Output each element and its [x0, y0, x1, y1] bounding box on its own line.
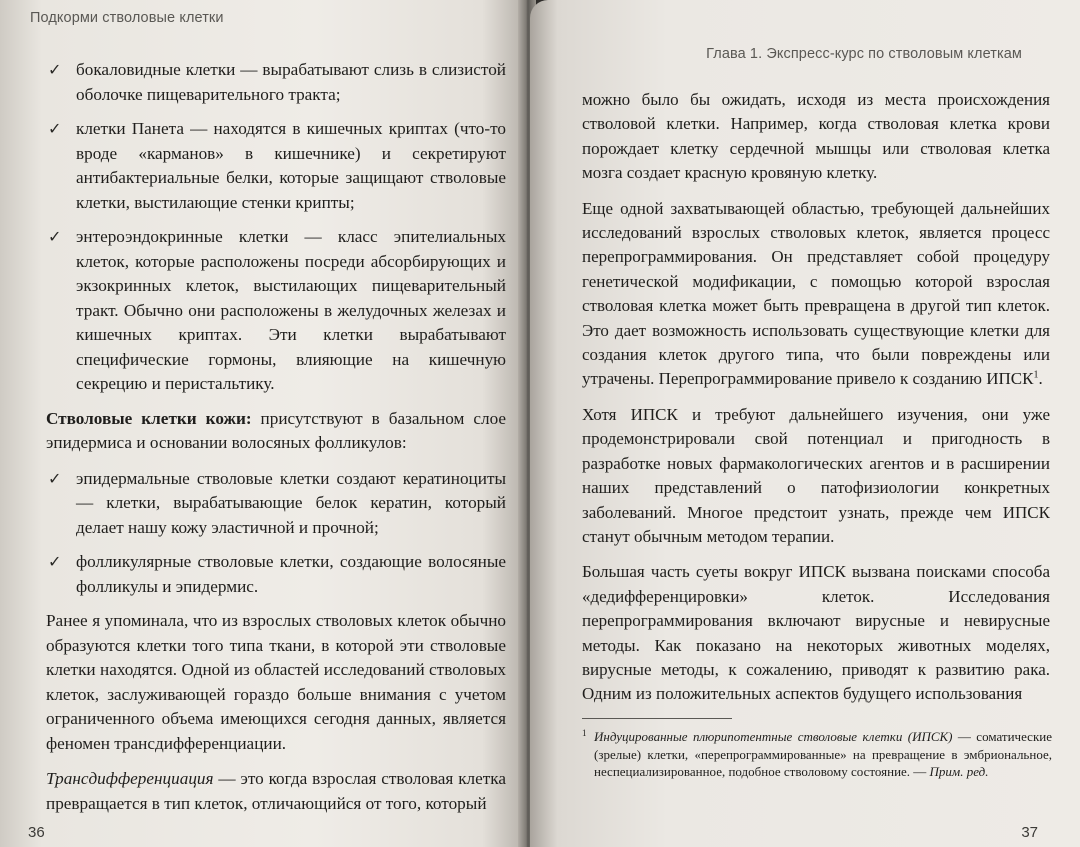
list-item-text: клетки Панета — находятся в кишечных криптах (что-то вроде «карманов» в кишечнике) и секретируют антибактериальные белки, которые защищают стволовые клетки, выстилающие стенки крипты; [76, 119, 506, 212]
footnote-divider [582, 718, 732, 719]
footnote-ref[interactable]: 1 [1033, 369, 1039, 381]
footnote-text [582, 728, 1052, 781]
list-item [46, 550, 506, 599]
list-item-text: эпидермальные стволовые клетки создают кератиноциты — клетки, вырабатывающие белок кератин, который делает нашу кожу эластичной и прочной; [76, 468, 506, 537]
list-item-text: фолликулярные стволовые клетки, создающие волосяные фолликулы и эпидермис. [76, 552, 506, 596]
list-item-text: бокаловидные клетки — вырабатывают слизь в слизистой оболочке пищеварительного тракта; [76, 60, 506, 104]
footnote-number: 1 [582, 728, 587, 738]
list-item [46, 117, 506, 215]
footnote [582, 728, 1052, 781]
right-page [530, 0, 1080, 847]
left-running-head: Подкорми стволовые клетки [30, 10, 224, 26]
paragraph: Ранее я упоминала, что из взрослых стволовых клеток обычно образуются клетки того типа ткани, в которой эти стволовые клетки находятся. Одной из областей исследований стволовых клеток, заслуживающей гораздо больше внимания с учетом ограниченного объема имеющихся сегодня данных, является феномен трансдифференциации. [46, 611, 506, 753]
checkmark-icon: ✓ [48, 60, 62, 79]
checkmark-icon: ✓ [48, 468, 62, 488]
paragraph: Хотя ИПСК и требуют дальнейшего изучения, они уже продемонстрировали свой потенциал и пригодность в разработке новых фармакологических агентов и в расширении наших представлений о патофизиологии конкретных заболеваний. Многое предстоит узнать, прежде чем ИПСК станут обычным методом терапии. [582, 404, 1050, 546]
footnote-body: — соматические (зрелые) клетки, «перепрограммированные» на превращение в эмбриональное, неспециализированное, подобное стволовому состояние. — [594, 729, 1052, 779]
footnote-credit: Прим. ред. [929, 764, 989, 779]
list-item [46, 58, 506, 107]
footnote-term: Индуцированные плюрипотентные стволовые клетки (ИПСК) [594, 729, 953, 744]
paragraph-rest: — это когда взрослая стволовая клетка превращается в тип клеток, отличающийся от того, который [46, 769, 506, 813]
reprogramming-paragraph [582, 197, 1050, 392]
right-page-body [582, 88, 1050, 718]
left-page [0, 0, 524, 847]
paragraph: можно было бы ожидать, исходя из места происхождения стволовой клетки. Например, когда стволовая клетка крови порождает клетку сердечной мышцы или стволовая клетка мозга создает красную кровяную клетку. [582, 90, 1050, 183]
skin-stem-cells-paragraph [46, 407, 506, 456]
skin-intro: присутствуют в базальном слое эпидермиса и основании волосяных фолликулов: [46, 408, 507, 452]
term: Трансдифференциация [46, 769, 214, 788]
paragraph: Большая часть суеты вокруг ИПСК вызвана поисками способа «дедифференцировки» клеток. Исследования перепрограммирования включают вирусные и невирусные методы. Как показано на некоторых животных моделях, вирусные методы, к сожалению, приводят к развитию рака. Одним из положительных аспектов будущего использования [582, 562, 1050, 704]
checkmark-icon: ✓ [48, 227, 62, 246]
list-item [46, 467, 506, 541]
skin-heading: Стволовые клетки кожи: [46, 408, 252, 428]
checkmark-icon: ✓ [48, 552, 62, 571]
paragraph-end: . [1038, 369, 1043, 389]
checkmark-icon: ✓ [48, 119, 62, 138]
right-page-number: 37 [1021, 824, 1038, 841]
left-page-number: 36 [28, 824, 45, 841]
right-running-head: Глава 1. Экспресс-курс по стволовым клеткам [706, 46, 1022, 62]
transdifferentiation-paragraph [46, 767, 506, 816]
left-page-body [46, 58, 506, 827]
list-item-text: энтероэндокринные клетки — класс эпителиальных клеток, которые расположены посреди абсорбирующих и экзокринных клеток, выстилающих пищеварительный тракт. Обычно они расположены в желудочных железах и кишечных криптах. Эти клетки вырабатывают специфические гормоны, влияющие на кишечную секрецию и перистальтику. [76, 227, 506, 393]
paragraph-text: Еще одной захватывающей областью, требующей дальнейших исследований взрослых стволовых клеток, является процесс перепрограммирования. Он представляет собой процедуру генетической модификации, с помощью которой взрослая стволовая клетка может быть превращена в другой тип клеток. Это дает возможность использовать существующие клетки для создания клеток другого типа, что были повреждены или утрачены. Перепрограммирование привело к созданию ИПСК [582, 198, 1050, 389]
list-item [46, 225, 506, 397]
